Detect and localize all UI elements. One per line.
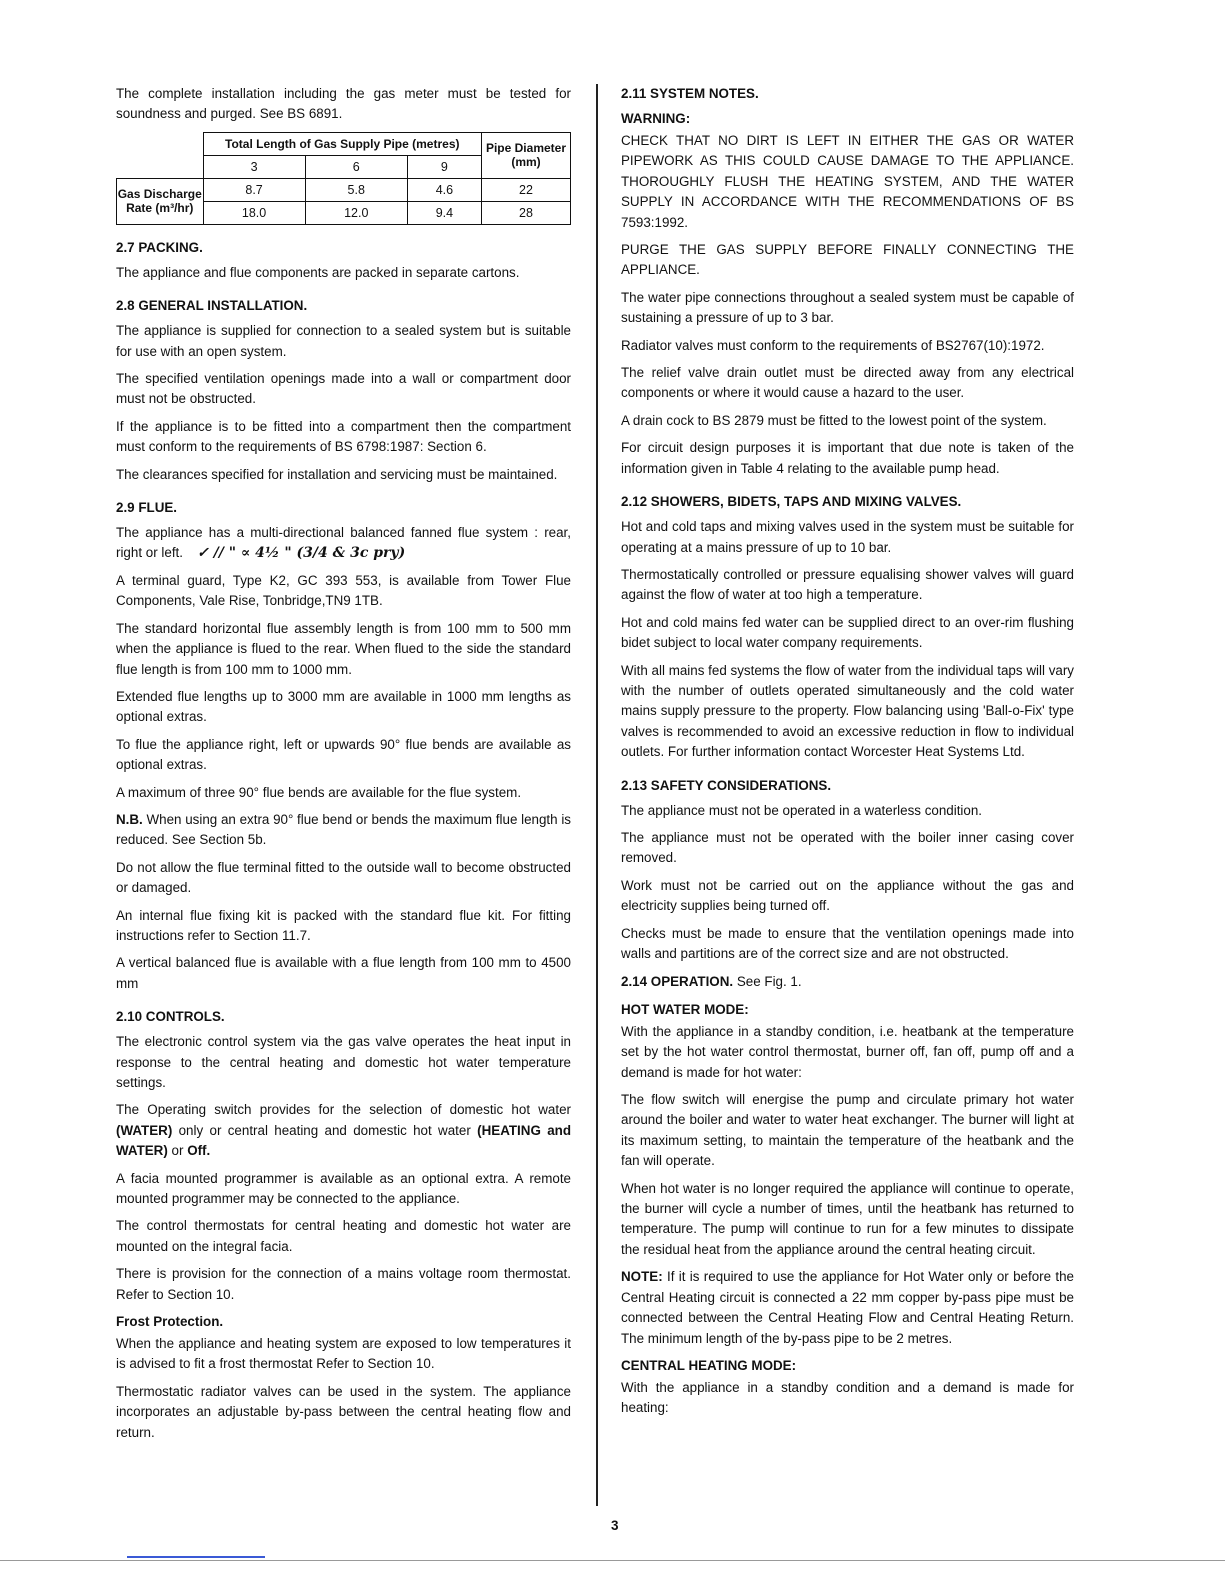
- table-cell: 8.7: [203, 178, 305, 201]
- warning-paragraph: PURGE THE GAS SUPPLY BEFORE FINALLY CONNECTING THE APPLIANCE.: [621, 242, 1074, 278]
- central-heating-mode-title: CENTRAL HEATING MODE:: [621, 1357, 797, 1373]
- paragraph: The standard horizontal flue assembly length is from 100 mm to 500 mm when the appliance is flued to the rear. When flued to the side the standard flue length is from 100 mm to 1000 mm.: [116, 620, 571, 677]
- section-2-14-heading: [621, 972, 1074, 992]
- paragraph: Checks must be made to ensure that the ventilation openings made into walls and partitions are of the correct size and are not obstructed.: [621, 925, 1074, 961]
- paragraph: The relief valve drain outlet must be directed away from any electrical components or where it would cause a hazard to the user.: [621, 365, 1074, 401]
- page-number: 3: [611, 1518, 619, 1533]
- paragraph: If the appliance is to be fitted into a compartment then the compartment must conform to the requirements of BS 6798:1987: Section 6.: [116, 418, 571, 455]
- paragraph: The appliance is supplied for connection to a sealed system but is suitable for use with an open system.: [116, 323, 571, 359]
- table-row-label-line1: Gas Discharge: [117, 187, 202, 202]
- paragraph: A maximum of three 90° flue bends are available for the flue system.: [116, 784, 522, 800]
- paragraph: The appliance must not be operated in a waterless condition.: [621, 802, 983, 818]
- paragraph: The clearances specified for installation and servicing must be maintained.: [116, 466, 558, 482]
- table-cell: 5.8: [305, 178, 407, 201]
- paragraph: [621, 1267, 1074, 1349]
- text-span: or: [167, 1143, 188, 1159]
- paragraph: With the appliance in a standby condition, i.e. heatbank at the temperature set by the hot water control thermostat, burner off, fan off, pump off and a demand is made for hot water:: [621, 1023, 1074, 1080]
- paragraph: An internal flue fixing kit is packed with the standard flue kit. For fitting instructions refer to Section 11.7.: [116, 907, 571, 943]
- warning-title: WARNING:: [621, 111, 691, 126]
- paragraph: The appliance and flue components are packed in separate cartons.: [116, 264, 520, 280]
- table-cell-pipe: 28: [482, 201, 571, 224]
- bold-span: (HEATING and WATER): [116, 1122, 571, 1159]
- paragraph: The electronic control system via the gas valve operates the heat input in response to the central heating and domestic hot water temperature settings.: [116, 1034, 571, 1090]
- nb-text: When using an extra 90° flue bend or bends the maximum flue length is reduced. See Section 5b.: [116, 811, 571, 848]
- left-column: [116, 84, 571, 1450]
- table-cell-pipe: 22: [482, 178, 571, 201]
- paragraph: Hot and cold taps and mixing valves used in the system must be suitable for operating at a mains pressure of up to 10 bar.: [621, 519, 1074, 555]
- bold-span: Off.: [187, 1143, 211, 1159]
- right-column: [621, 84, 1074, 1426]
- paragraph: Work must not be carried out on the appliance without the gas and electricity supplies being turned off.: [621, 877, 1074, 914]
- paragraph: There is provision for the connection of a mains voltage room thermostat. Refer to Section 10.: [116, 1266, 571, 1302]
- paragraph: Hot and cold mains fed water can be supplied direct to an over-rim flushing bidet subject to local water company requirements.: [621, 614, 1074, 651]
- flue-text: The appliance has a multi-directional balanced fanned flue system : rear, right or left.: [116, 525, 571, 561]
- bottom-rule: [0, 1560, 1225, 1561]
- paragraph: [116, 810, 571, 851]
- paragraph: Do not allow the flue terminal fitted to the outside wall to become obstructed or damaged.: [116, 859, 571, 896]
- paragraph: The control thermostats for central heating and domestic hot water are mounted on the integral facia.: [116, 1218, 571, 1254]
- section-2-14-title: 2.14 OPERATION.: [621, 974, 734, 990]
- nb-label: N.B.: [116, 811, 143, 827]
- section-2-13-title: 2.13 SAFETY CONSIDERATIONS.: [621, 777, 832, 793]
- frost-protection-title: Frost Protection.: [116, 1314, 224, 1330]
- table-row-label-line2: Rate (m³/hr): [126, 201, 194, 216]
- section-2-8-title: 2.8 GENERAL INSTALLATION.: [116, 298, 308, 314]
- table-header-pipe: Pipe Diameter (mm): [482, 132, 571, 178]
- paragraph: To flue the appliance right, left or upwards 90° flue bends are available as optional extras.: [116, 736, 571, 773]
- table-cell: 18.0: [203, 201, 305, 224]
- paragraph: The specified ventilation openings made into a wall or compartment door must not be obstructed.: [116, 371, 571, 407]
- text-span: The Operating switch provides for the selection of domestic hot water: [116, 1102, 571, 1118]
- table-length-3: 3: [203, 155, 305, 178]
- note-label: NOTE:: [621, 1269, 663, 1285]
- paragraph: [116, 1100, 571, 1161]
- paragraph: With all mains fed systems the flow of water from the individual taps will vary with the number of outlets operated simultaneously and the cold water mains supply pressure to the property. Flow balancing using 'Ball-o-Fix' type valves is recommended to avoid an excessive reduction in flow to individual outlets. For further information contact Worcester Heat Systems Ltd.: [621, 662, 1074, 760]
- paragraph: Thermostatically controlled or pressure equalising shower valves will guard against the flow of water at too high a temperature.: [621, 566, 1074, 603]
- table-length-6: 6: [305, 155, 407, 178]
- section-2-11-title: 2.11 SYSTEM NOTES.: [621, 86, 759, 101]
- paragraph: A facia mounted programmer is available as an optional extra. A remote mounted programmer may be connected to the appliance.: [116, 1170, 571, 1207]
- table-header-length: Total Length of Gas Supply Pipe (metres): [203, 132, 482, 155]
- handwritten-annotation: ✓ // " ∝ 4½ " (3/4 & 3c pry): [196, 545, 406, 562]
- paragraph: When hot water is no longer required the appliance will continue to operate, the burner will cycle a number of times, until the heatbank has returned to temperature. The pump will continue to run for a few minutes to dissipate the residual heat from the appliance around the central heating circuit.: [621, 1180, 1074, 1257]
- paragraph: Extended flue lengths up to 3000 mm are available in 1000 mm lengths as optional extras.: [116, 688, 571, 725]
- table-row-label: [117, 178, 204, 224]
- see-fig-text: See Fig. 1.: [733, 974, 802, 990]
- table-length-9: 9: [407, 155, 481, 178]
- bold-span: (WATER): [116, 1122, 173, 1138]
- text-span: only or central heating and domestic hot water: [172, 1122, 478, 1138]
- paragraph: A drain cock to BS 2879 must be fitted to the lowest point of the system.: [621, 412, 1047, 428]
- section-2-10-title: 2.10 CONTROLS.: [116, 1009, 225, 1025]
- table-corner: [117, 132, 204, 178]
- hot-water-mode-title: HOT WATER MODE:: [621, 1001, 749, 1017]
- paragraph: The appliance must not be operated with the boiler inner casing cover removed.: [621, 829, 1074, 866]
- paragraph: A vertical balanced flue is available with a flue length from 100 mm to 4500 mm: [116, 955, 571, 991]
- paragraph: When the appliance and heating system are exposed to low temperatures it is advised to fit a frost thermostat Refer to Section 10.: [116, 1336, 571, 1372]
- section-2-12-title: 2.12 SHOWERS, BIDETS, TAPS AND MIXING VALVES.: [621, 494, 962, 510]
- table-cell: 9.4: [407, 201, 481, 224]
- note-text: If it is required to use the appliance for Hot Water only or before the Central Heating circuit is connected a 22 mm copper by-pass pipe must be connected between the Central Heating Flow and Central Heating Return. The minimum length of the by-pass pipe to be 2 metres.: [621, 1269, 1074, 1346]
- table-cell: 12.0: [305, 201, 407, 224]
- bottom-link-underline: [127, 1556, 265, 1558]
- gas-discharge-table: [116, 132, 571, 225]
- section-2-9-title: 2.9 FLUE.: [116, 500, 178, 516]
- paragraph: With the appliance in a standby condition and a demand is made for heating:: [621, 1379, 1074, 1416]
- section-2-7-title: 2.7 PACKING.: [116, 239, 203, 255]
- paragraph: [116, 523, 571, 564]
- intro-paragraph: The complete installation including the gas meter must be tested for soundness and purged. See BS 6891.: [116, 86, 571, 122]
- warning-paragraph: CHECK THAT NO DIRT IS LEFT IN EITHER THE GAS OR WATER PIPEWORK AS THIS COULD CAUSE DAMAGE TO THE APPLIANCE. THOROUGHLY FLUSH THE HEATING SYSTEM, AND THE WATER SUPPLY IN ACCORDANCE WITH THE RECOMMENDATIONS OF BS 7593:1992.: [621, 133, 1074, 230]
- paragraph: For circuit design purposes it is important that due note is taken of the information given in Table 4 relating to the available pump head.: [621, 440, 1074, 476]
- paragraph: The flow switch will energise the pump and circulate primary hot water around the boiler and water to water heat exchanger. The burner will light at its maximum setting, to maintain the temperature of the heatbank and the fan will operate.: [621, 1092, 1074, 1169]
- paragraph: Thermostatic radiator valves can be used in the system. The appliance incorporates an adjustable by-pass between the central heating flow and return.: [116, 1383, 571, 1440]
- column-divider: [596, 84, 598, 1506]
- paragraph: The water pipe connections throughout a sealed system must be capable of sustaining a pressure of up to 3 bar.: [621, 289, 1074, 326]
- paragraph: A terminal guard, Type K2, GC 393 553, is available from Tower Flue Components, Vale Rise, Tonbridge,TN9 1TB.: [116, 572, 571, 609]
- paragraph: Radiator valves must conform to the requirements of BS2767(10):1972.: [621, 337, 1045, 353]
- table-cell: 4.6: [407, 178, 481, 201]
